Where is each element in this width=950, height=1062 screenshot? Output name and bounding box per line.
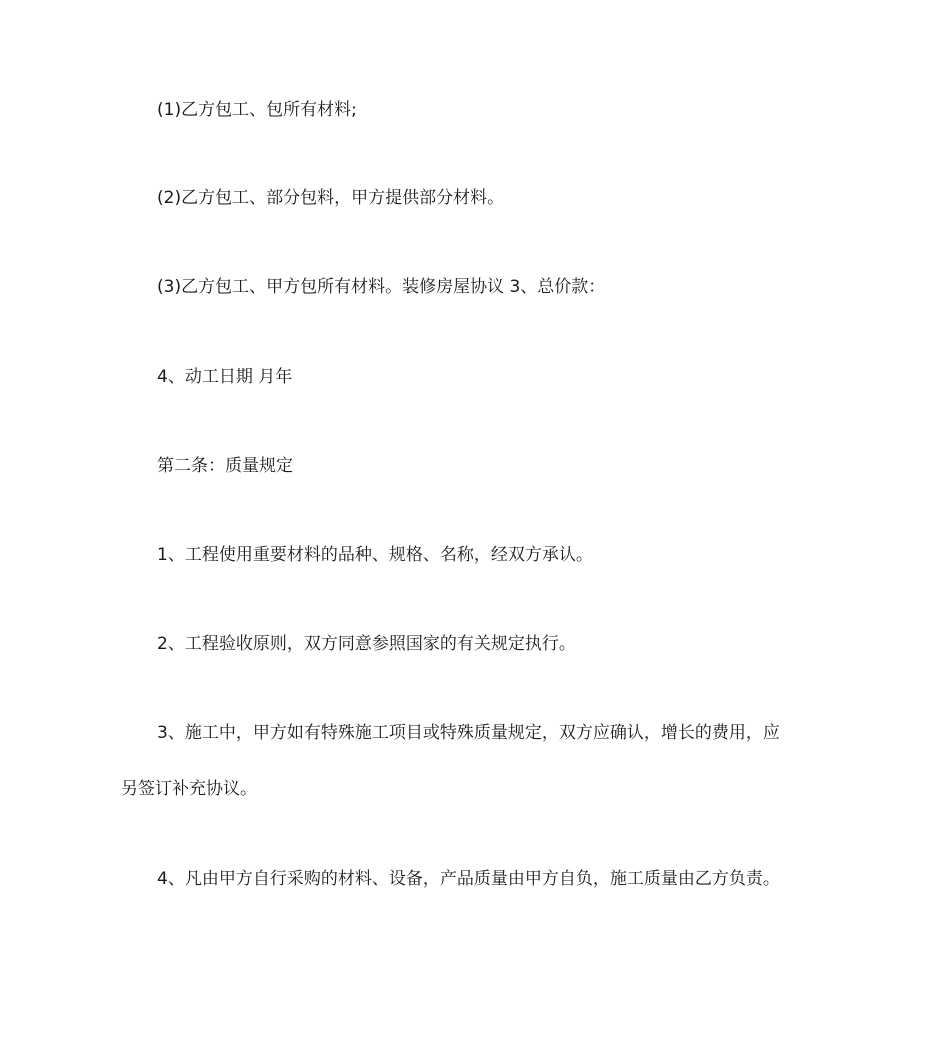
section-heading-quality: 第二条：质量规定 bbox=[157, 456, 293, 476]
paragraph-item-2: (2)乙方包工、部分包料，甲方提供部分材料。 bbox=[157, 188, 505, 208]
paragraph-quality-2: 2、工程验收原则，双方同意参照国家的有关规定执行。 bbox=[157, 634, 576, 654]
paragraph-item-1: (1)乙方包工、包所有材料; bbox=[157, 100, 357, 120]
paragraph-start-date: 4、动工日期 月年 bbox=[157, 367, 293, 387]
paragraph-quality-3: 3、施工中，甲方如有特殊施工项目或特殊质量规定，双方应确认，增长的费用，应 bbox=[157, 723, 780, 743]
paragraph-quality-4: 4、凡由甲方自行采购的材料、设备，产品质量由甲方自负，施工质量由乙方负责。 bbox=[157, 869, 780, 889]
paragraph-quality-1: 1、工程使用重要材料的品种、规格、名称，经双方承认。 bbox=[157, 545, 593, 565]
paragraph-quality-3-continued: 另签订补充协议。 bbox=[121, 779, 257, 799]
paragraph-item-3: (3)乙方包工、甲方包所有材料。装修房屋协议 3、总价款： bbox=[157, 277, 606, 297]
